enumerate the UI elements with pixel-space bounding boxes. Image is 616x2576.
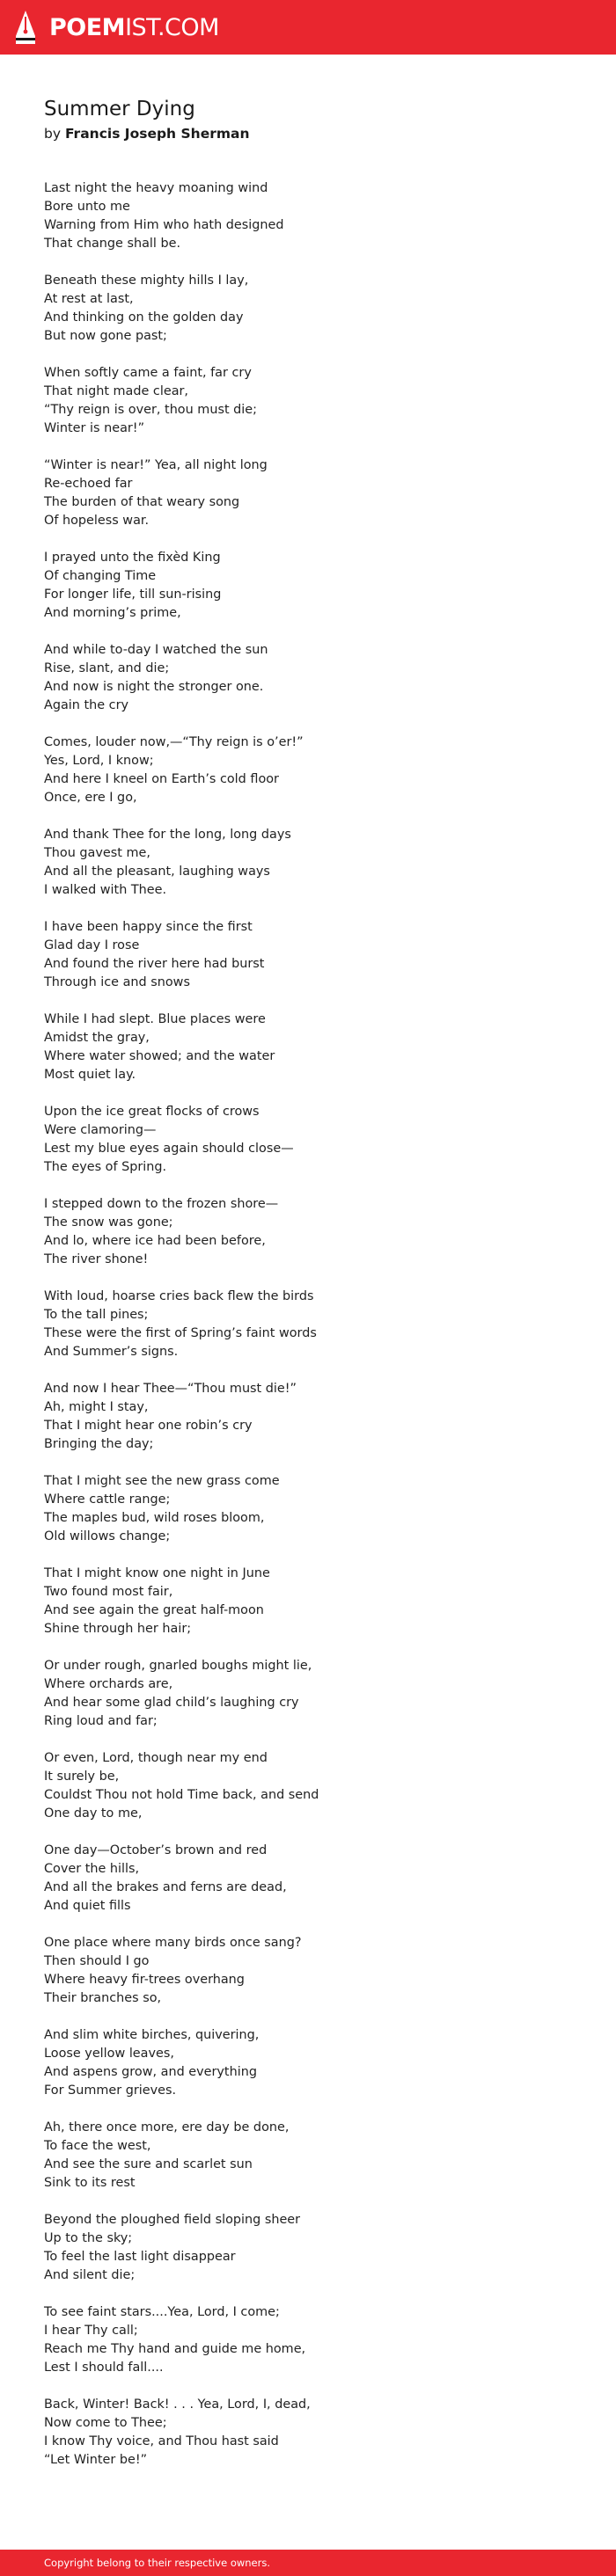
stanza [44, 1195, 572, 1269]
stanza [44, 1288, 572, 1361]
poem-line: But now gone past; [44, 329, 167, 343]
poem-line: Sink to its rest [44, 2176, 136, 2190]
poem-line: And here I kneel on Earth’s cold floor [44, 772, 279, 786]
poem-line: And all the brakes and ferns are dead, [44, 1880, 287, 1894]
poem-line: And now I hear Thee—“Thou must die!” [44, 1382, 297, 1396]
poem-line: To face the west, [44, 2139, 151, 2153]
site-header [0, 0, 616, 55]
poem-line: For longer life, till sun-rising [44, 587, 222, 602]
poem-line: Or even, Lord, though near my end [44, 1751, 268, 1765]
poem-line: And thank Thee for the long, long days [44, 828, 291, 842]
poem-line: Up to the sky; [44, 2231, 133, 2245]
poem-line: One place where many birds once sang? [44, 1936, 302, 1950]
poem-line: Lest my blue eyes again should close— [44, 1142, 294, 1156]
stanza [44, 179, 572, 253]
poem-line: Shine through her hair; [44, 1622, 192, 1636]
logo-light-text: IST.COM [125, 13, 219, 41]
poem-line: The maples bud, wild roses bloom, [44, 1511, 265, 1525]
poem-line: Bore unto me [44, 200, 130, 214]
stanza [44, 456, 572, 530]
poem-line: And morning’s prime, [44, 606, 181, 620]
stanza [44, 918, 572, 992]
stanza [44, 1565, 572, 1638]
poem-line: I hear Thy call; [44, 2324, 138, 2338]
poem-line: And lo, where ice had been before, [44, 1234, 266, 1248]
poem-line: Back, Winter! Back! . . . Yea, Lord, I, dead, [44, 2397, 311, 2412]
poem-line: Were clamoring— [44, 1123, 157, 1137]
poem-line: And hear some glad child’s laughing cry [44, 1696, 299, 1710]
poem-line: Of changing Time [44, 569, 157, 583]
poem-line: And now is night the stronger one. [44, 680, 264, 694]
poem-line: Re-echoed far [44, 477, 133, 491]
poem-line: And thinking on the golden day [44, 310, 244, 325]
poem-line: Of hopeless war. [44, 514, 150, 528]
poem-line: And slim white birches, quivering, [44, 2028, 260, 2042]
stanza [44, 1934, 572, 2008]
poem-line: That change shall be. [44, 237, 181, 251]
poem-line: And all the pleasant, laughing ways [44, 865, 270, 879]
poem-line: While I had slept. Blue places were [44, 1012, 266, 1026]
stanza [44, 364, 572, 438]
poem-line: Last night the heavy moaning wind [44, 181, 268, 195]
poem-line: That I might see the new grass come [44, 1474, 280, 1488]
poem-line: That I might hear one robin’s cry [44, 1419, 253, 1433]
stanza [44, 733, 572, 807]
poem-line: Through ice and snows [44, 975, 190, 989]
poem-line: Bringing the day; [44, 1437, 154, 1451]
poem-line: Winter is near!” [44, 421, 145, 435]
poem-line: And Summer’s signs. [44, 1345, 179, 1359]
poem-line: Cover the hills, [44, 1862, 140, 1876]
poem-line: Their branches so, [44, 1991, 162, 2005]
poem-line: It surely be, [44, 1770, 120, 1784]
poem-line: Warning from Him who hath designed [44, 218, 284, 232]
poem-line: To feel the last light disappear [44, 2250, 236, 2264]
poem-line: I stepped down to the frozen shore— [44, 1197, 279, 1211]
poem-line: Couldst Thou not hold Time back, and send [44, 1788, 319, 1802]
stanza [44, 1657, 572, 1731]
stanza [44, 1380, 572, 1454]
stanza [44, 1103, 572, 1177]
poem-line: Most quiet lay. [44, 1068, 136, 1082]
poem-line: And silent die; [44, 2268, 136, 2282]
by-label: by [44, 126, 62, 142]
poem-line: Ah, might I stay, [44, 1400, 149, 1414]
poem-line: Thou gavest me, [44, 846, 150, 860]
poem-line: These were the first of Spring’s faint words [44, 1326, 317, 1340]
poem-line: And aspens grow, and everything [44, 2065, 257, 2079]
poem-line: Then should I go [44, 1954, 150, 1968]
poem-line: Beyond the ploughed field sloping sheer [44, 2213, 301, 2227]
poem-line: I walked with Thee. [44, 883, 167, 897]
poem-line: Comes, louder now,—“Thy reign is o’er!” [44, 735, 304, 749]
stanza [44, 826, 572, 900]
stanza [44, 2396, 572, 2470]
stanza [44, 1472, 572, 1546]
stanza [44, 2119, 572, 2193]
copyright-text: Copyright belong to their respective owners. [44, 2557, 271, 2569]
poem-line: The burden of that weary song [44, 495, 240, 509]
poem-line: Lest I should fall.... [44, 2361, 164, 2375]
poem-line: Beneath these mighty hills I lay, [44, 274, 249, 288]
poem-line: One day to me, [44, 1806, 143, 1821]
stanza [44, 2303, 572, 2377]
poem-line: Glad day I rose [44, 938, 140, 952]
poem-line: Once, ere I go, [44, 791, 137, 805]
poem-line: Or under rough, gnarled boughs might lie, [44, 1659, 312, 1673]
poem-line: “Winter is near!” Yea, all night long [44, 458, 268, 472]
poem-line: I have been happy since the first [44, 920, 253, 934]
stanza [44, 1842, 572, 1916]
poem-line: That night made clear, [44, 384, 189, 398]
poem-line: Upon the ice great flocks of crows [44, 1105, 260, 1119]
poem-line: For Summer grieves. [44, 2083, 177, 2098]
poem-line: I know Thy voice, and Thou hast said [44, 2434, 279, 2448]
poem-line: Where cattle range; [44, 1492, 171, 1507]
poem-line: At rest at last, [44, 292, 134, 306]
poem-line: Now come to Thee; [44, 2416, 167, 2430]
poem-line: And quiet fills [44, 1899, 131, 1913]
poem-line: That I might know one night in June [44, 1566, 270, 1580]
poem-line: Where orchards are, [44, 1677, 173, 1691]
stanza [44, 641, 572, 715]
poem-line: With loud, hoarse cries back flew the birds [44, 1289, 314, 1303]
poem-line: And while to-day I watched the sun [44, 643, 268, 657]
site-footer [0, 2550, 616, 2576]
stanza [44, 1749, 572, 1823]
poem-line: “Let Winter be!” [44, 2453, 148, 2467]
poem-line: Old willows change; [44, 1529, 171, 1543]
poem-line: And found the river here had burst [44, 957, 265, 971]
stanza [44, 272, 572, 346]
poem-line: Reach me Thy hand and guide me home, [44, 2342, 306, 2356]
poem-line: Amidst the gray, [44, 1031, 150, 1045]
poem-line: When softly came a faint, far cry [44, 366, 252, 380]
poem-line: Two found most fair, [44, 1585, 173, 1599]
poem-title: Summer Dying [44, 98, 195, 120]
stanza [44, 2026, 572, 2100]
poem-body [44, 179, 572, 2470]
poem-byline [44, 125, 572, 142]
poem-line: I prayed unto the fixèd King [44, 551, 221, 565]
poem-author[interactable]: Francis Joseph Sherman [64, 126, 250, 142]
stanza [44, 549, 572, 623]
poem-line: Loose yellow leaves, [44, 2047, 174, 2061]
poem-line: The eyes of Spring. [44, 1160, 167, 1174]
poem-line: Ah, there once more, ere day be done, [44, 2120, 290, 2135]
poem-line: To the tall pines; [44, 1308, 149, 1322]
stanza [44, 1011, 572, 1084]
poem-line: Again the cry [44, 698, 129, 712]
poem-content [44, 97, 572, 2488]
poem-line: And see the sure and scarlet sun [44, 2157, 253, 2171]
site-logo[interactable] [49, 13, 219, 41]
poem-line: One day—October’s brown and red [44, 1843, 268, 1857]
pen-nib-icon[interactable] [14, 10, 37, 45]
poem-line: Ring loud and far; [44, 1714, 158, 1728]
poem-line: To see faint stars....Yea, Lord, I come; [44, 2305, 280, 2319]
poem-line: Where water showed; and the water [44, 1049, 275, 1063]
poem-line: “Thy reign is over, thou must die; [44, 403, 257, 417]
poem-line: And see again the great half-moon [44, 1603, 264, 1617]
poem-line: Yes, Lord, I know; [44, 754, 154, 768]
poem-line: The snow was gone; [44, 1215, 173, 1230]
poem-line: Where heavy fir-trees overhang [44, 1973, 245, 1987]
poem-line: The river shone! [44, 1252, 149, 1266]
stanza [44, 2211, 572, 2285]
logo-bold-text: POEM [49, 13, 126, 41]
poem-line: Rise, slant, and die; [44, 661, 170, 675]
